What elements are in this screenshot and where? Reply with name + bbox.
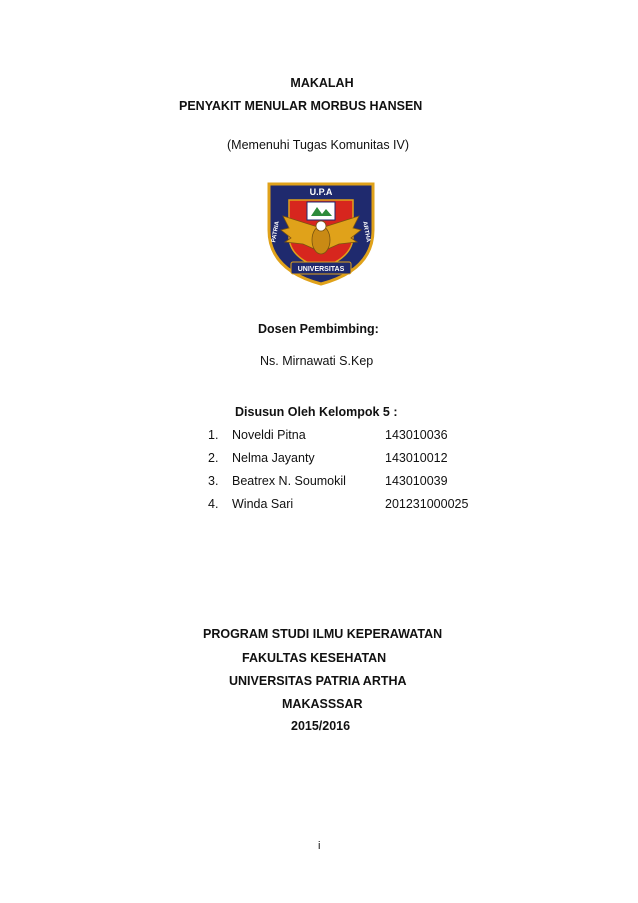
university-logo xyxy=(263,176,379,288)
member-name: Noveldi Pitna xyxy=(232,428,306,442)
logo-left-text: PATRIA xyxy=(271,220,281,243)
member-name: Nelma Jayanty xyxy=(232,451,315,465)
city-name: MAKASSSAR xyxy=(282,697,363,711)
doc-title: MAKALAH xyxy=(290,76,354,90)
academic-year: 2015/2016 xyxy=(291,719,351,733)
group-heading: Disusun Oleh Kelompok 5 : xyxy=(235,405,398,419)
faculty-name: FAKULTAS KESEHATAN xyxy=(242,651,387,665)
page-number: i xyxy=(318,840,321,852)
program-name: PROGRAM STUDI ILMU KEPERAWATAN xyxy=(203,627,443,641)
member-id: 201231000025 xyxy=(385,497,469,511)
member-number: 1. xyxy=(208,428,219,442)
member-name: Beatrex N. Soumokil xyxy=(232,474,346,488)
member-number: 3. xyxy=(208,474,219,488)
logo-right-text: ARTHA xyxy=(361,220,371,243)
member-id: 143010012 xyxy=(385,451,448,465)
advisor-heading: Dosen Pembimbing: xyxy=(258,322,379,336)
university-name: UNIVERSITAS PATRIA ARTHA xyxy=(229,674,407,688)
member-number: 4. xyxy=(208,497,219,511)
logo-top-text: U.P.A xyxy=(309,187,333,197)
member-id: 143010036 xyxy=(385,428,448,442)
logo-bottom-text: UNIVERSITAS xyxy=(297,266,345,273)
member-number: 2. xyxy=(208,451,219,465)
doc-subtitle: PENYAKIT MENULAR MORBUS HANSEN xyxy=(179,99,423,113)
member-id: 143010039 xyxy=(385,474,448,488)
doc-purpose: (Memenuhi Tugas Komunitas IV) xyxy=(227,138,410,152)
advisor-name: Ns. Mirnawati S.Kep xyxy=(260,354,374,368)
member-name: Winda Sari xyxy=(232,497,294,511)
